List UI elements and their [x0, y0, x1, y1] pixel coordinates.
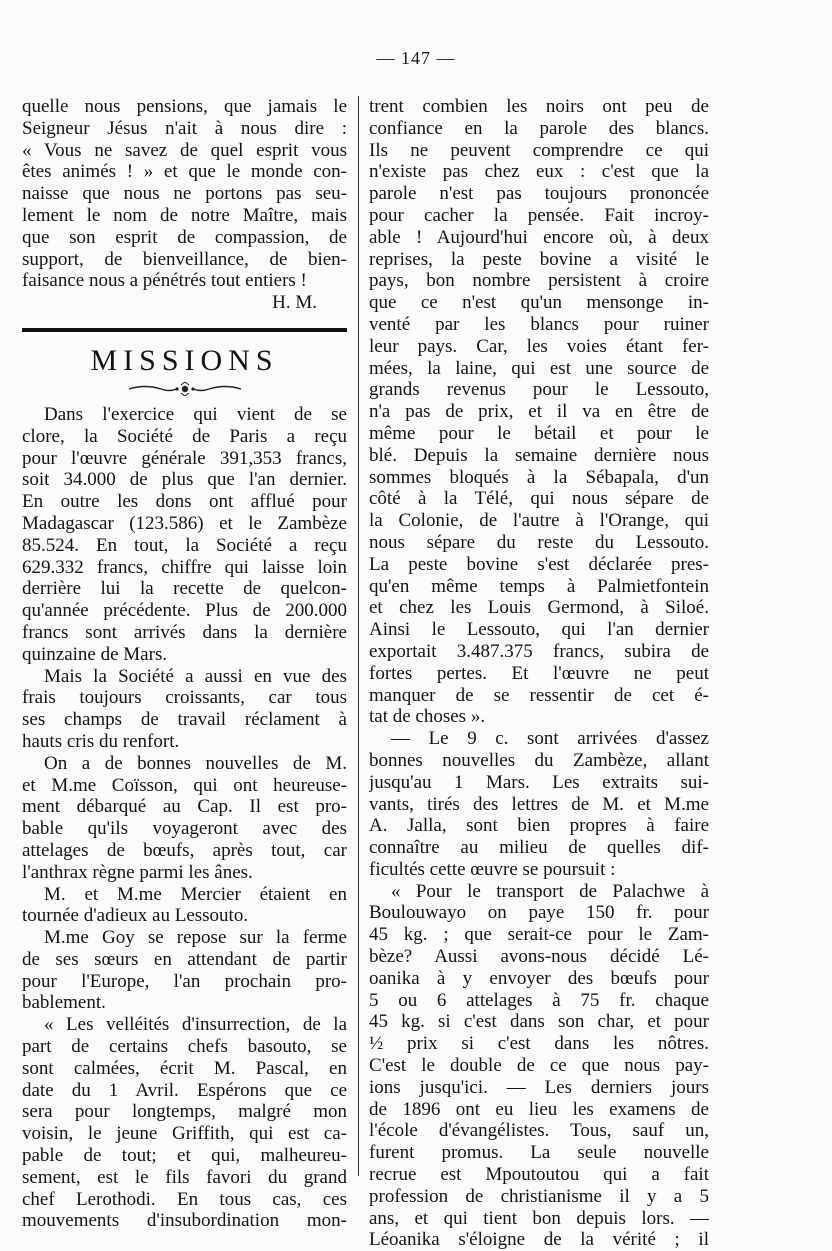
text-line: ions jusqu'ici. — Les derniers jours [369, 1076, 709, 1098]
text-line: 85.524. En tout, la Société a reçu [22, 534, 347, 556]
text-line: soit 34.000 de plus que l'an dernier. [22, 469, 347, 491]
text-line: 629.332 francs, chiffre qui laisse loin [22, 556, 347, 578]
text-line: manquer de se ressentir de cet é- [369, 684, 709, 706]
text-line: mées, la laine, qui est une source de [369, 357, 709, 379]
text-line: part de certains chefs basouto, se [22, 1036, 347, 1058]
text-line: venté par les blancs pour ruiner [369, 313, 709, 335]
text-line: exportait 3.487.375 francs, subira de [369, 640, 709, 662]
text-line: n'a pas de prix, et il va en être de [369, 401, 709, 423]
right-column [369, 96, 709, 1251]
text-line: mouvements d'insubordination mon- [22, 1210, 347, 1232]
text-line: M.me Goy se repose sur la ferme [44, 927, 347, 949]
text-line: support, de bienveillance, de bien- [22, 248, 347, 270]
text-line: ment débarqué au Cap. Il est pro- [22, 796, 347, 818]
text-line: pable de tout; et qui, malheureu- [22, 1145, 347, 1167]
text-line: bable qu'ils voyageront avec des [22, 818, 347, 840]
text-line: 45 kg. ; que serait-ce pour le Zam- [369, 924, 709, 946]
text-line: et chez les Louis Germond, à Siloé. [369, 597, 709, 619]
text-line: êtes animés ! » et que le monde con- [22, 161, 347, 183]
text-line: Mais la Société a aussi en vue des [44, 665, 347, 687]
text-line: côté à la Télé, qui nous sépare de [369, 488, 709, 510]
text-line: l'anthrax règne parmi les ânes. [22, 861, 253, 883]
left-top-paragraph [22, 96, 347, 292]
text-line: ans, et qui tient bon depuis lors. — [369, 1207, 709, 1229]
text-line: quinzaine de Mars. [22, 643, 168, 665]
text-line: Dans l'exercice qui vient de se [44, 403, 347, 425]
text-line: quelle nous pensions, que jamais le [22, 96, 347, 117]
text-line: et M.me Coïsson, qui ont heureuse- [22, 774, 347, 796]
section-rule [22, 328, 347, 332]
left-column [22, 96, 347, 1232]
text-line: sommes bloqués à la Sébapala, d'un [369, 466, 709, 488]
text-line: leur pays. Car, les voies étant fer- [369, 335, 709, 357]
text-line: sement, est le fils favori du grand [22, 1166, 347, 1188]
text-line: recrue est Mpoutoutou qui a fait [369, 1164, 709, 1186]
ornament-icon [125, 382, 245, 396]
page-number: — 147 — [376, 48, 456, 68]
text-line: que son esprit de compassion, de [22, 226, 347, 248]
text-line: bablement. [22, 992, 106, 1014]
text-line: « Vous ne savez de quel esprit vous [22, 139, 347, 161]
text-line: tat de choses ». [369, 706, 486, 728]
text-line: — Le 9 c. sont arrivées d'assez [391, 728, 709, 750]
text-line: sera pour longtemps, malgré mon [22, 1101, 347, 1123]
text-line: trent combien les noirs ont peu de [369, 96, 709, 117]
text-line: même pour le bétail et pour le [369, 422, 709, 444]
text-line: M. et M.me Mercier étaient en [44, 883, 347, 905]
text-line: ficultés cette œuvre se poursuit : [369, 858, 616, 880]
text-line: de 1896 ont eu lieu les examens de [369, 1098, 709, 1120]
left-body-text [22, 404, 347, 1232]
text-line: frais toujours croissants, car tous [22, 687, 347, 709]
text-line: bonnes nouvelles du Zambèze, allant [369, 749, 709, 771]
text-line: pour l'Europe, l'an prochain pro- [22, 970, 347, 992]
text-line: hauts cris du renfort. [22, 730, 180, 752]
text-line: profession de christianisme il y a 5 [369, 1185, 709, 1207]
text-line: attelages de bœufs, après tout, car [22, 839, 347, 861]
text-line: sont calmées, écrit M. Pascal, en [22, 1057, 347, 1079]
text-line: voisin, le jeune Griffith, qui est ca- [22, 1123, 347, 1145]
text-line: Léoanika s'éloigne de la vérité ; il [369, 1229, 709, 1251]
text-line: la Colonie, de l'autre à l'Orange, qui [369, 510, 709, 532]
text-line: n'existe pas chez eux : c'est que la [369, 161, 709, 183]
text-line: l'école d'évangélistes. Tous, sauf un, [369, 1120, 709, 1142]
text-line: tournée d'adieux au Lessouto. [22, 905, 249, 927]
text-line: able ! Aujourd'hui encore où, à deux [369, 226, 709, 248]
text-line: vants, tirés des lettres de M. et M.me [369, 793, 709, 815]
text-line: reprises, la peste bovine a visité le [369, 248, 709, 270]
text-line: date du 1 Avril. Espérons que ce [22, 1079, 347, 1101]
text-line: Madagascar (123.586) et le Zambèze [22, 512, 347, 534]
text-line: furent promus. La seule nouvelle [369, 1142, 709, 1164]
text-line: bèze? Aussi avons-nous décidé Lé- [369, 946, 709, 968]
text-line: C'est le double de ce que nous pay- [369, 1055, 709, 1077]
signature: H. M. [272, 292, 317, 314]
text-line: « Pour le transport de Palachwe à [391, 880, 709, 902]
text-line: Ainsi le Lessouto, qui l'an dernier [369, 619, 709, 641]
text-line: derrière lui la recette de quelcon- [22, 578, 347, 600]
text-line: A. Jalla, sont bien propres à faire [369, 815, 709, 837]
text-line: chef Lerothodi. En tous cas, ces [22, 1188, 347, 1210]
text-line: naisse que nous ne portons pas seu- [22, 183, 347, 205]
text-line: ses champs de travail réclament à [22, 709, 347, 731]
text-line: fortes pertes. Et l'œuvre ne peut [369, 662, 709, 684]
text-line: lement le nom de notre Maître, mais [22, 204, 347, 226]
text-line: On a de bonnes nouvelles de M. [44, 752, 347, 774]
text-line: ½ prix si c'est dans les nôtres. [369, 1033, 709, 1055]
right-body-text [369, 96, 709, 1251]
text-line: Boulouwayo on paye 150 fr. pour [369, 902, 709, 924]
text-line: de ses sœurs en attendant de partir [22, 948, 347, 970]
text-line: La peste bovine s'est déclarée pres- [369, 553, 709, 575]
column-divider [358, 96, 359, 1176]
text-line: clore, la Société de Paris a reçu [22, 425, 347, 447]
text-line: « Les velléités d'insurrection, de la [44, 1014, 347, 1036]
text-line: pour cacher la pensée. Fait incroy- [369, 204, 709, 226]
text-line: pour l'œuvre générale 391,353 francs, [22, 447, 347, 469]
text-line: En outre les dons ont afflué pour [22, 491, 347, 513]
text-line: francs sont arrivés dans la dernière [22, 621, 347, 643]
text-line: Ils ne peuvent comprendre ce qui [369, 139, 709, 161]
text-line: blé. Depuis la semaine dernière nous [369, 444, 709, 466]
text-line: jusqu'au 1 Mars. Les extraits sui- [369, 771, 709, 793]
text-line: nous sépare du reste du Lessouto. [369, 531, 709, 553]
text-line: Seigneur Jésus n'ait à nous dire : [22, 117, 347, 139]
section-title: MISSIONS [90, 343, 279, 377]
text-line: pays, bon nombre persistent à croire [369, 270, 709, 292]
text-line: que ce n'est qu'un mensonge in- [369, 292, 709, 314]
text-line: faisance nous a pénétrés tout entiers ! [22, 270, 307, 292]
text-line: confiance en la parole des blancs. [369, 117, 709, 139]
text-line: 5 ou 6 attelages à 75 fr. chaque [369, 989, 709, 1011]
text-line: oanika à y envoyer des bœufs pour [369, 967, 709, 989]
text-line: qu'année précédente. Plus de 200.000 [22, 600, 347, 622]
text-line: connaître au milieu de quelles dif- [369, 837, 709, 859]
text-line: grands revenus pour le Lessouto, [369, 379, 709, 401]
text-line: qu'en même temps à Palmietfontein [369, 575, 709, 597]
text-line: 45 kg. si c'est dans son char, et pour [369, 1011, 709, 1033]
text-line: parole n'est pas toujours prononcée [369, 183, 709, 205]
